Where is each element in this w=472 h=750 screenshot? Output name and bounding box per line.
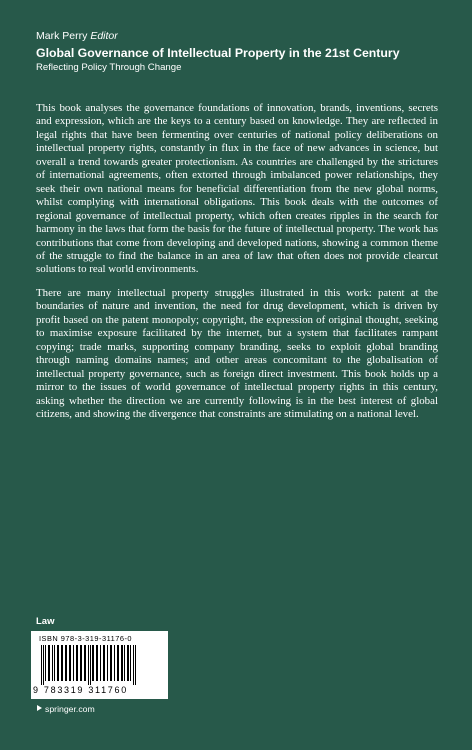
barcode-bar bbox=[88, 645, 89, 685]
subject-category: Law bbox=[36, 616, 55, 627]
barcode-bar bbox=[65, 645, 67, 681]
barcode-bar bbox=[110, 645, 112, 681]
blurb-paragraph-2: There are many intellectual property struggles illustrated in this work: patent at the boundaries of nature and invention, the need for drug development, which is driven by profit based on the patent monopoly; copyright, the expression of original thought, seeking to maximise exposure facilitated by the internet, but a system that facilitates rampant copying; trade marks, supporting company branding, seeks to exploit global branding through naming domains names; and other areas concomitant to the globalisation of intellectual property governance, such as foreign direct investment. This book holds up a mirror to the issues of world governance of intellectual property rights in this century, asking whether the direction we are currently following is in the best interest of global citizens, and showing the divergence that constraints are stimulating on a national level. bbox=[36, 286, 438, 420]
isbn-label: ISBN 978-3-319-31176-0 bbox=[39, 634, 133, 643]
barcode-bar bbox=[127, 645, 129, 681]
barcode-bar bbox=[121, 645, 123, 681]
blurb-paragraph-1: This book analyses the governance foundations of innovation, brands, inventions, secrets and expression, which are the keys to a century based on knowledge. They are reflected in legal rights that have been fermenting over centuries of national policy deliberations on intellectual property rights, constantly in flux in the face of new advances in science, but overall a trend towards greater protectionism. As countries are challenged by the strictures of international agreements, often extorted through imbalanced power relationships, they seek their own national means for beneficial differentiation from the new global norms, whilst complying with international obligations. This book deals with the outcomes of regional governance of intellectual property, which often creates ripples in the search for harmony in the laws that form the basis for the future of intellectual property. The work has contributions that come from developing and developed nations, showing a common theme of the struggle to find the balance in an area of law that often does not provide clearcut solutions to real world environments. bbox=[36, 102, 438, 276]
isbn-barcode bbox=[31, 631, 168, 699]
book-subtitle: Reflecting Policy Through Change bbox=[36, 62, 182, 73]
barcode-bar bbox=[135, 645, 136, 685]
barcode-bar bbox=[73, 645, 74, 681]
back-cover-header bbox=[36, 29, 446, 74]
barcode-bar bbox=[52, 645, 53, 681]
barcode-bar bbox=[90, 645, 91, 685]
editor-role: Editor bbox=[90, 30, 118, 42]
barcode-bar bbox=[80, 645, 82, 681]
barcode-bar bbox=[96, 645, 98, 681]
barcode-bar bbox=[133, 645, 134, 685]
barcode-bar bbox=[117, 645, 119, 681]
barcode-bar bbox=[130, 645, 131, 681]
barcode-bar bbox=[84, 645, 86, 681]
barcode-bar bbox=[103, 645, 105, 681]
barcode-bar bbox=[61, 645, 63, 681]
barcode-bar bbox=[76, 645, 78, 681]
editor-line bbox=[36, 29, 446, 43]
barcode-bars bbox=[39, 645, 160, 685]
editor-name: Mark Perry bbox=[36, 30, 88, 42]
barcode-bar bbox=[107, 645, 108, 681]
barcode-bar bbox=[43, 645, 44, 685]
barcode-bar bbox=[48, 645, 50, 681]
website-url: springer.com bbox=[45, 704, 95, 714]
barcode-bar bbox=[57, 645, 59, 681]
blurb-text bbox=[36, 102, 438, 431]
barcode-bar bbox=[100, 645, 101, 681]
barcode-bar bbox=[54, 645, 55, 681]
barcode-bar bbox=[114, 645, 115, 681]
barcode-bar bbox=[45, 645, 46, 681]
barcode-bar bbox=[41, 645, 42, 685]
barcode-bar bbox=[124, 645, 125, 681]
publisher-website[interactable] bbox=[36, 704, 95, 715]
book-title: Global Governance of Intellectual Property in the 21st Century bbox=[36, 46, 400, 60]
arrow-right-icon bbox=[36, 704, 44, 712]
barcode-bar bbox=[69, 645, 71, 681]
barcode-bar bbox=[92, 645, 94, 681]
barcode-digits: 9 783319 311760 bbox=[33, 685, 128, 695]
